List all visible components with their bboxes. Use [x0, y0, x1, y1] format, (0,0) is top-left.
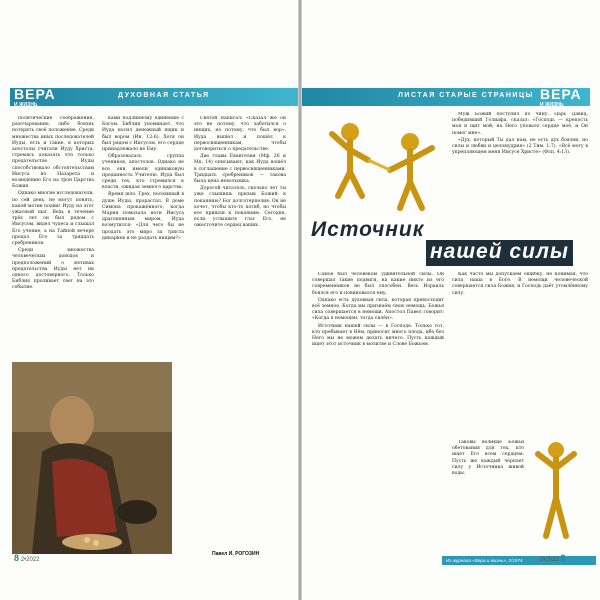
right-logo — [540, 86, 582, 108]
left-col1-paragraph: Однако многие исследователи, по сей день, не могут понять, какой мотив подвиг Иуду на этот ужасный шаг. Ведь в течение трёх лет он был рядом с Иисусом, видел чудеса и слышал Его учение, а на Тайной вечере предал Его за тридцать сребреников. — [12, 191, 94, 247]
left-col3-paragraph: Дорогой читатель, сколько лет ты уже слышишь призыв Божий к покаянию? Бог долготерпелив. Он не хочет, чтобы кто-то погиб, но чтобы все пришли к покаянию. Сегодня, если услышите глас Его, не ожесточите сердец ваших. — [194, 186, 286, 229]
left-section-title: ДУХОВНАЯ СТАТЬЯ — [118, 92, 210, 99]
left-page-number: 8 — [14, 553, 20, 563]
right-page-number: 9 — [560, 553, 566, 563]
author-name: Павел И. РОГОЗИН — [212, 551, 260, 557]
left-logo-text: ВЕРА — [14, 86, 56, 102]
right-col2-paragraph: Муж Божий поступил по чину. Царь Давид, победивший Голиафа, сказал: «Господь — крепость моя и щит мой; на Него уповало сердце моё, и Он помог мне». — [452, 112, 588, 136]
right-footer — [540, 553, 565, 563]
right-logo-text: ВЕРА — [540, 86, 582, 102]
left-logo — [14, 86, 56, 108]
right-issue: 2•2022 — [540, 557, 559, 563]
right-section-title: ЛИСТАЯ СТАРЫЕ СТРАНИЦЫ — [398, 92, 534, 99]
right-column-2-final — [452, 440, 524, 552]
right-column-2-bottom — [452, 272, 588, 432]
left-column-3 — [194, 116, 286, 546]
title-word-2: нашей силы — [426, 240, 573, 266]
left-col3-paragraph: Две главы Евангелия (Мф. 26 и Мк. 14) описывают, как Иуда вошёл в соглашение с первосвященниками. Тридцать сребреников — такова была цена невольника. — [194, 154, 286, 185]
title-word-1: Источник — [308, 218, 427, 242]
left-footer — [14, 553, 39, 563]
left-column-1 — [12, 116, 94, 360]
left-col2-paragraph: Время шло. Грех, посеянный в душе Иуды, прорастал. В доме Симона прокажённого, когда Мария помазала ноги Иисуса драгоценным миром, Иуда возмутился: «Для чего бы не продать это миро за триста динариев и не раздать нищим?» — [102, 192, 184, 241]
spine-gutter — [298, 0, 302, 600]
left-col1-paragraph: политические соображения, разочарование, либо боязнь потерять своё положение. Среди множества иных последователей Иуды, есть и такие, в которых апостолы считали Иуду Христа, стремясь доказать что только предательство Иуды способствовало обстоятельствам Иисуса из Назарета и возведению Его на трон Царства Божия. — [12, 116, 94, 190]
right-column-2-top — [452, 112, 588, 212]
judas-painting — [12, 362, 172, 554]
right-col2-paragraph: Как часто мы допускаем ошибку, не понимая, что сила наша в Боге. В немощи человеческой совершается сила Божия, и Господь даёт утомлённому силу. — [452, 272, 588, 296]
right-column-1 — [312, 272, 444, 552]
right-col1-paragraph: Самое был человеком удивительной силы. Он совершал такие подвиги, на какие никто из его современников не был способен. Весь Израиль боялся его и повиновался ему. — [312, 272, 444, 296]
left-col1-paragraph: Среди множества человеческих доводов и предположений о мотивах предательства Иуды нет ни одного достоверного. Только Библия проливает свет на это событие. — [12, 248, 94, 291]
source-credit: Из журнала «Вера и жизнь», 2/1974 — [442, 556, 596, 565]
right-col2-paragraph: «Дух, который Ты дал нам, не есть дух боязни, но силы и любви и целомудрия» (2 Тим. 1:7). «Всё могу в укрепляющем меня Иисусе Христе» (Флп. 4:13). — [452, 137, 588, 156]
left-col2-paragraph: ками подлинному единению с Богом. Библия упоминает, что Иуда носил денежный ящик и был вором (Ин. 12:6). Хотя он был рядом с Иисусом, его сердце принадлежало не Ему. — [102, 116, 184, 153]
right-logo-sub: И ЖИЗНЬ — [540, 102, 564, 108]
painting-illustration — [12, 362, 172, 554]
gold-figures-illustration — [310, 112, 460, 222]
right-page — [300, 0, 600, 600]
right-col1-paragraph: Источник нашей силы — в Господе. Только тот, кто пребывает в Нём, приносит много плода, ибо без Него мы не можем делать ничего. Пусть каждый ищет этот источник в молитве и Слове Божьем. — [312, 323, 444, 348]
right-col2-paragraph: Таковы великие Божьи обетования для тех, кто ищет Его всем сердцем. Пусть же каждый черпает силу у Источника живой воды. — [452, 440, 524, 477]
left-issue: 2•2022 — [20, 557, 40, 563]
right-col1-paragraph: Однако есть духовная сила, которая превосходит всё земное. Когда мы признаём свою немощь, Божья сила совершается в немощи. Апостол Павел говорит: «Когда я немощен, тогда силён». — [312, 297, 444, 322]
gold-figure-right — [526, 436, 586, 546]
left-col2-paragraph: Образовалась группа учеников, апостолов. Однако не все они имели одинаковую преданность Учителю. Иуда был среди тех, кто стремился к власти, ожидая земного царства. — [102, 154, 184, 191]
left-column-2 — [102, 116, 184, 360]
left-logo-sub: И ЖИЗНЬ — [14, 102, 38, 108]
left-col3-paragraph: Святой написал: «Сказал же он это не потому, что заботился о нищих, но потому, что был вор». Иуда вышел и пошёл к первосвященникам, чтобы договориться о предательстве. — [194, 116, 286, 153]
title-banner — [308, 218, 598, 268]
